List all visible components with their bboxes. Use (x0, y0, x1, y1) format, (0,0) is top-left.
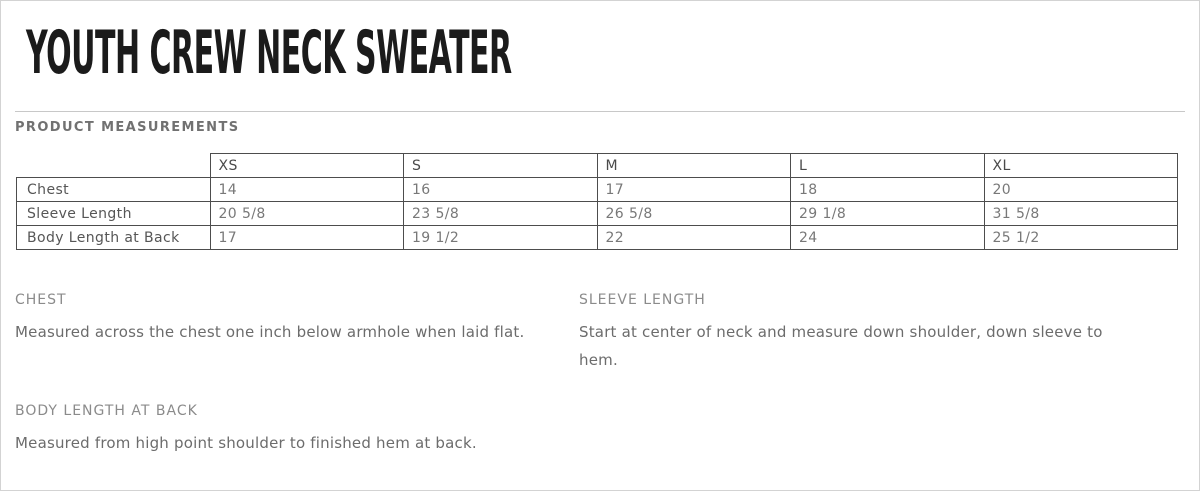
definitions-empty-cell (579, 403, 1185, 457)
measurement-value-cell: 23 5/8 (404, 202, 598, 226)
measurement-value-cell: 17 (597, 178, 791, 202)
measurement-value-cell: 16 (404, 178, 598, 202)
measurement-value-cell: 18 (791, 178, 985, 202)
size-column-header-s: S (404, 154, 598, 178)
definition-heading: SLEEVE LENGTH (579, 292, 706, 308)
definition-sleeve-length (579, 292, 1185, 374)
measurement-value-cell: 20 5/8 (210, 202, 404, 226)
definition-heading: CHEST (15, 292, 67, 308)
measurement-row-label: Chest (17, 178, 211, 202)
measurement-value-cell: 20 (984, 178, 1178, 202)
measurement-value-cell: 17 (210, 226, 404, 250)
definition-chest (15, 292, 579, 374)
measurement-value-cell: 31 5/8 (984, 202, 1178, 226)
measurements-table (16, 153, 1178, 250)
definition-text: Measured from high point shoulder to finished hem at back. (15, 434, 477, 452)
measurement-value-cell: 24 (791, 226, 985, 250)
definitions-row-2 (1, 403, 1199, 457)
measurement-value-cell: 26 5/8 (597, 202, 791, 226)
measurement-value-cell: 29 1/8 (791, 202, 985, 226)
table-row-chest (17, 178, 1178, 202)
size-column-header-xs: XS (210, 154, 404, 178)
definition-body-length-at-back (15, 403, 579, 457)
measurement-row-label: Body Length at Back (17, 226, 211, 250)
size-header-row (17, 154, 1178, 178)
size-column-header-xl: XL (984, 154, 1178, 178)
table-row-body-length-at-back (17, 226, 1178, 250)
measurement-value-cell: 25 1/2 (984, 226, 1178, 250)
measurement-value-cell: 14 (210, 178, 404, 202)
size-column-header-l: L (791, 154, 985, 178)
table-row-sleeve-length (17, 202, 1178, 226)
page-title: YOUTH CREW NECK SWEATER (26, 18, 512, 88)
size-column-header-m: M (597, 154, 791, 178)
divider-line (15, 111, 1185, 112)
definition-text: Measured across the chest one inch below armhole when laid flat. (15, 323, 525, 341)
definition-heading: BODY LENGTH AT BACK (15, 403, 198, 419)
measurement-value-cell: 22 (597, 226, 791, 250)
measurement-row-label: Sleeve Length (17, 202, 211, 226)
definition-text: Start at center of neck and measure down shoulder, down sleeve to hem. (579, 323, 1103, 369)
blank-header-cell (17, 154, 211, 178)
product-measurements-heading: PRODUCT MEASUREMENTS (15, 120, 240, 135)
measurement-value-cell: 19 1/2 (404, 226, 598, 250)
definitions-row-1 (1, 292, 1199, 374)
